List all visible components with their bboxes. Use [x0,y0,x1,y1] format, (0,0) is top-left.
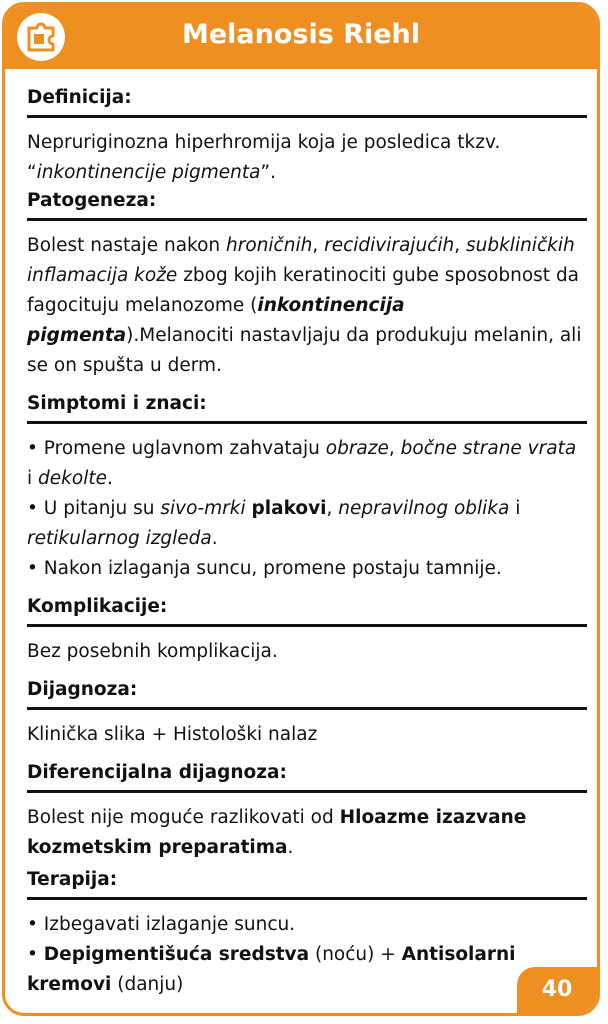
text-span: . [106,468,113,489]
text-span: i [27,468,39,489]
text-span: . [287,837,294,858]
text-span: • [27,944,44,965]
text-span: , [388,438,401,459]
italic-span: dekolte [38,468,107,489]
italic-span: nepravilnog oblika [338,498,510,519]
section-text-patogeneza [27,231,587,381]
text-span: zbog kojih keratinociti gube sposobnost da fagocituju melanozome ( [27,265,580,316]
italic-span: obraze [325,438,389,459]
list-item [27,494,587,554]
text-span: , [312,235,325,256]
section-heading-simptomi: Simptomi i znaci: [27,393,207,414]
list-item: • Nakon izlaganja suncu, promene postaju tamnije. [27,558,502,579]
italic-span: subkliničkih inflamacija kože [27,235,575,286]
list-item [27,434,587,494]
page-title: Melanosis Riehl [181,19,421,50]
text-span: ”. [260,162,276,183]
section-text-definicija [27,128,587,188]
text-span: , [454,235,466,256]
section-text-simptomi [27,434,587,584]
card-content [27,75,587,1000]
section-heading-patogeneza: Patogeneza: [27,190,157,211]
text-span: ).Melanociti nastavljaju da produkuju melanin, ali se on spušta u derm. [27,325,582,376]
divider [27,421,587,424]
text-span: Nepruriginozna hiperhromija koja je posledica tkzv. “ [27,132,501,183]
text-span: Bolest nije moguće razlikovati od [27,807,340,828]
italic-span: bočne strane vrata [400,438,577,459]
section-text-diferencijalna [27,803,587,863]
section-text-komplikacije: Bez posebnih komplikacija. [27,641,278,662]
section-heading-terapija: Terapija: [27,869,118,890]
italic-span: inkontinencije pigmenta [36,162,261,183]
card-header [5,5,597,69]
divider [27,624,587,627]
text-span: • Promene uglavnom zahvataju [27,438,326,459]
list-item [27,940,587,1000]
text-span: (noću) + [309,944,402,965]
bold-span: Hloazme izazvane kozmetskim preparatima [27,807,527,858]
bold-span: plakovi [251,498,327,519]
bold-span: Antisolarni kremovi [27,944,516,995]
text-span: Bolest nastaje nakon [27,235,227,256]
section-heading-diferencijalna: Diferencijalna dijagnoza: [27,762,287,783]
italic-span: recidivirajućih [324,235,455,256]
divider [27,790,587,793]
card [2,2,600,1016]
italic-span: retikularnog izgleda [27,528,212,549]
section-text-dijagnoza: Klinička slika + Histološki nalaz [27,724,318,745]
section-heading-definicija: Definicija: [27,87,132,108]
section-heading-komplikacije: Komplikacije: [27,596,168,617]
bold-italic-span: inkontinencija pigmenta [27,295,405,346]
divider [27,218,587,221]
text-span: (danju) [111,974,184,995]
divider [27,897,587,900]
text-span: • U pitanju su [27,498,161,519]
divider [27,115,587,118]
section-text-terapija [27,910,587,1000]
text-span: i [509,498,521,519]
page-number: 40 [517,967,597,1013]
italic-span: sivo-mrki [160,498,246,519]
list-item: • Izbegavati izlaganje suncu. [27,914,296,935]
italic-span: hroničnih [226,235,313,256]
bold-span: Depigmentišuća sredstva [43,944,310,965]
section-heading-dijagnoza: Dijagnoza: [27,679,138,700]
divider [27,707,587,710]
text-span: . [211,528,218,549]
text-span: , [326,498,339,519]
